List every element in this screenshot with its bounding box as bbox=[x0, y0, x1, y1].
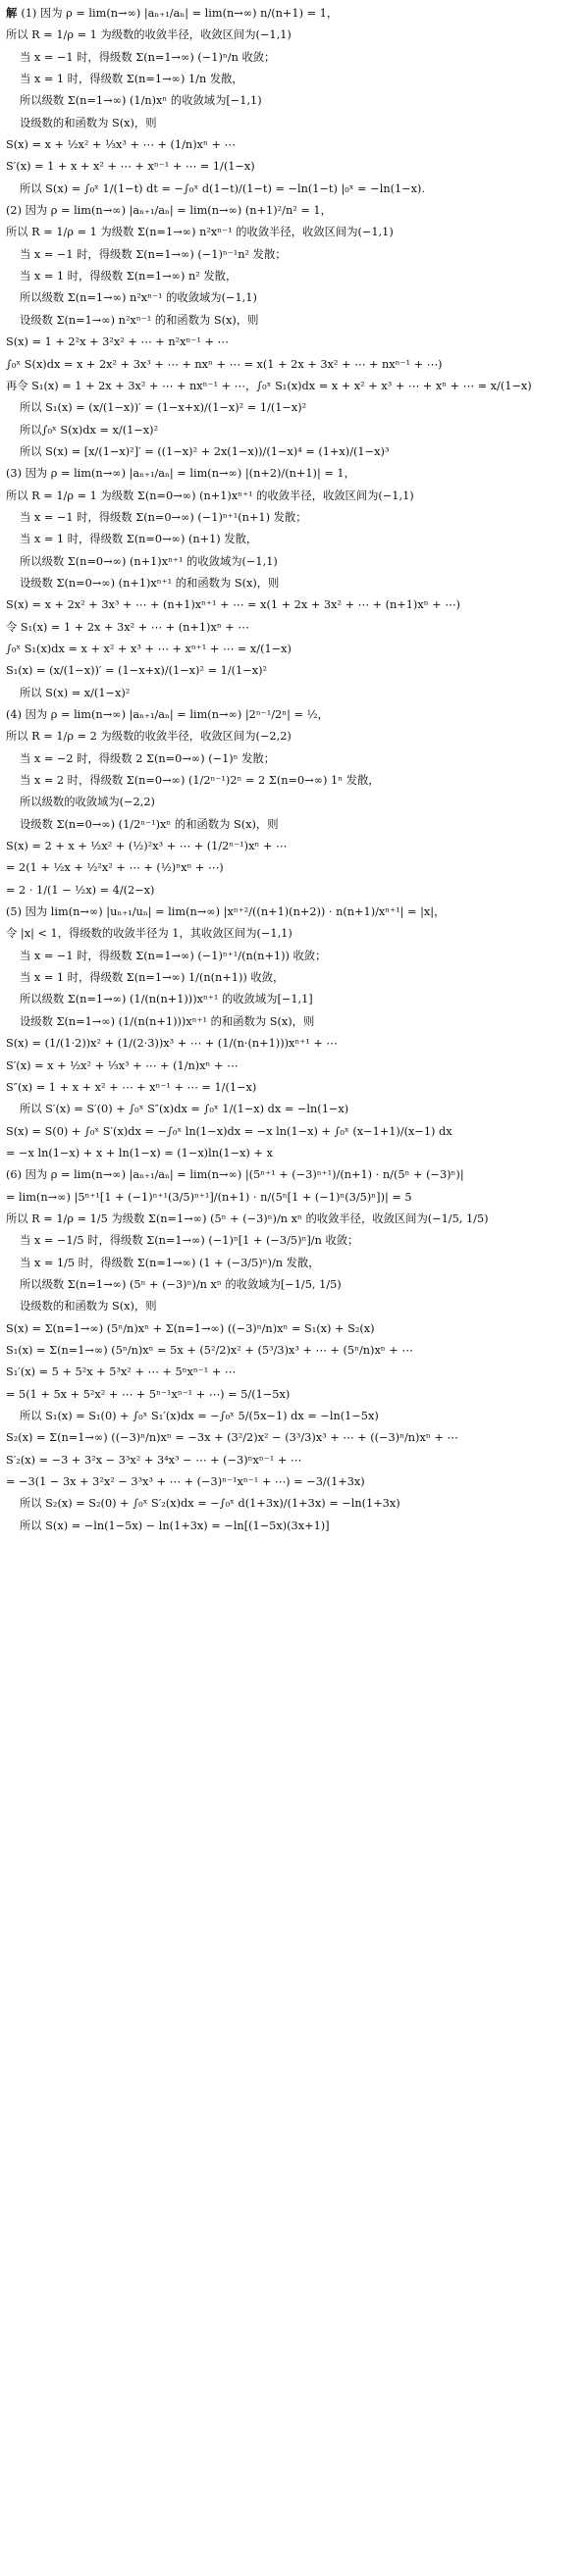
solution-line bbox=[6, 1475, 577, 1489]
solution-line-text: 当 x = 1/5 时，得级数 Σ(n=1→∞) (1 + (−3/5)ⁿ)/n 发散， bbox=[20, 1256, 320, 1269]
solution-line-text: S(x) = S(0) + ∫₀ˣ S′(x)dx = −∫₀ˣ ln(1−x)dx = −x ln(1−x) + ∫₀ˣ (x−1+1)/(x−1) dx bbox=[6, 1124, 452, 1138]
solution-line bbox=[6, 905, 577, 919]
solution-line-text: 设级数 Σ(n=0→∞) (n+1)xⁿ⁺¹ 的和函数为 S(x)，则 bbox=[20, 576, 280, 590]
solution-line bbox=[6, 664, 577, 678]
solution-line bbox=[6, 884, 577, 898]
solution-line-text: 所以级数 Σ(n=1→∞) (1/(n(n+1)))xⁿ⁺¹ 的收敛域为[−1,1] bbox=[20, 993, 313, 1006]
solution-line bbox=[6, 1344, 577, 1358]
solution-line-text: 所以 S₂(x) = S₂(0) + ∫₀ˣ S′₂(x)dx = −∫₀ˣ d(1+3x)/(1+3x) = −ln(1+3x) bbox=[20, 1497, 400, 1511]
solution-line bbox=[6, 1212, 577, 1226]
solution-line bbox=[6, 28, 577, 42]
solution-line-text: 所以 S(x) = x/(1−x)² bbox=[20, 686, 131, 699]
solution-line-text: 所以 S₁(x) = S₁(0) + ∫₀ˣ S₁′(x)dx = −∫₀ˣ 5/(5x−1) dx = −ln(1−5x) bbox=[20, 1410, 379, 1422]
solution-line-text: 所以级数 Σ(n=1→∞) (1/n)xⁿ 的收敛域为[−1,1) bbox=[20, 94, 262, 108]
solution-line-text: 当 x = 1 时，得级数 Σ(n=1→∞) n² 发散， bbox=[20, 270, 238, 283]
solution-line-text: S₂(x) = Σ(n=1→∞) ((−3)ⁿ/n)xⁿ = −3x + (3²/2)x² − (3³/3)x³ + ⋯ + ((−3)ⁿ/n)xⁿ + ⋯ bbox=[6, 1431, 458, 1445]
solution-line bbox=[6, 270, 577, 283]
solution-line-text: 所以 S′(x) = S′(0) + ∫₀ˣ S″(x)dx = ∫₀ˣ 1/(1−x) dx = −ln(1−x) bbox=[20, 1103, 349, 1116]
solution-line-text: 所以 S(x) = ∫₀ˣ 1/(1−t) dt = −∫₀ˣ d(1−t)/(1−t) = −ln(1−t) |₀ˣ = −ln(1−x). bbox=[20, 181, 426, 195]
solution-line-text: S(x) = (1/(1·2))x² + (1/(2·3))x³ + ⋯ + (1/(n·(n+1)))xⁿ⁺¹ + ⋯ bbox=[6, 1037, 338, 1051]
solution-line-text: 当 x = −1 时，得级数 Σ(n=1→∞) (−1)ⁿ⁻¹n² 发散； bbox=[20, 247, 287, 261]
solution-line bbox=[6, 950, 577, 963]
solution-line bbox=[6, 621, 577, 635]
solution-line bbox=[6, 730, 577, 744]
solution-line bbox=[6, 380, 577, 393]
solution-line bbox=[6, 424, 577, 438]
solution-line bbox=[6, 1234, 577, 1248]
solution-line-text: 设级数 Σ(n=0→∞) (1/2ⁿ⁻¹)xⁿ 的和函数为 S(x)，则 bbox=[20, 817, 279, 831]
solution-line-text: 当 x = 2 时，得级数 Σ(n=0→∞) (1/2ⁿ⁻¹)2ⁿ = 2 Σ(n=0→∞) 1ⁿ 发散， bbox=[20, 774, 380, 788]
solution-line bbox=[6, 774, 577, 788]
solution-line-text: (3) 因为 ρ = lim(n→∞) |aₙ₊₁/aₙ| = lim(n→∞) |(n+2)/(n+1)| = 1， bbox=[6, 467, 355, 481]
solution-line bbox=[6, 687, 577, 700]
solution-line-text: 当 x = −1 时，得级数 Σ(n=0→∞) (−1)ⁿ⁺¹(n+1) 发散； bbox=[20, 510, 307, 524]
solution-line bbox=[6, 708, 577, 722]
solution-line-text: 所以级数的收敛域为(−2,2) bbox=[20, 796, 155, 809]
solution-line-text: = 2(1 + ½x + ½²x² + ⋯ + (½)ⁿxⁿ + ⋯) bbox=[6, 861, 224, 875]
solution-line bbox=[6, 117, 577, 130]
solution-line-text: 当 x = −1 时，得级数 Σ(n=1→∞) (−1)ⁿ⁺¹/(n(n+1)) 收敛； bbox=[20, 949, 327, 962]
solution-line bbox=[6, 248, 577, 262]
solution-line bbox=[6, 1168, 577, 1182]
solution-line bbox=[6, 840, 577, 853]
solution-line bbox=[6, 314, 577, 328]
solution-line-text: (4) 因为 ρ = lim(n→∞) |aₙ₊₁/aₙ| = lim(n→∞) |2ⁿ⁻¹/2ⁿ| = ½， bbox=[6, 708, 329, 721]
solution-line-text: (6) 因为 ρ = lim(n→∞) |aₙ₊₁/aₙ| = lim(n→∞) |(5ⁿ⁺¹ + (−3)ⁿ⁺¹)/(n+1) · n/(5ⁿ + (−3)ⁿ)| bbox=[6, 1168, 464, 1182]
solution-line-text: 所以级数 Σ(n=1→∞) n²xⁿ⁻¹ 的收敛域为(−1,1) bbox=[20, 291, 257, 305]
solution-line-text: (1) 因为 ρ = lim(n→∞) |aₙ₊₁/aₙ| = lim(n→∞) n/(n+1) = 1， bbox=[21, 7, 339, 20]
solution-line-text: 设级数 Σ(n=1→∞) (1/(n(n+1)))xⁿ⁺¹ 的和函数为 S(x)，则 bbox=[20, 1014, 315, 1028]
solution-line bbox=[6, 1365, 577, 1379]
solution-line bbox=[6, 1497, 577, 1511]
solution-line-text: S(x) = x + ½x² + ⅓x³ + ⋯ + (1/n)xⁿ + ⋯ bbox=[6, 138, 236, 152]
solution-line bbox=[6, 1015, 577, 1029]
solution-line-text: S(x) = 1 + 2²x + 3²x² + ⋯ + n²xⁿ⁻¹ + ⋯ bbox=[6, 335, 229, 349]
solution-line bbox=[6, 445, 577, 459]
solution-line bbox=[6, 226, 577, 239]
solution-line bbox=[6, 94, 577, 108]
solution-line bbox=[6, 1059, 577, 1073]
solution-line bbox=[6, 1322, 577, 1336]
solution-line bbox=[6, 1300, 577, 1314]
solution-line bbox=[6, 927, 577, 941]
solution-line-text: 所以级数 Σ(n=1→∞) (5ⁿ + (−3)ⁿ)/n xⁿ 的收敛域为[−1/5, 1/5) bbox=[20, 1277, 342, 1291]
solution-line-text: = 2 · 1/(1 − ½x) = 4/(2−x) bbox=[6, 883, 155, 897]
solution-line bbox=[6, 1147, 577, 1160]
solution-line bbox=[6, 555, 577, 569]
solution-line-text: 所以 S(x) = [x/(1−x)²]′ = ((1−x)² + 2x(1−x))/(1−x)⁴ = (1+x)/(1−x)³ bbox=[20, 444, 390, 458]
solution-line bbox=[6, 643, 577, 656]
solution-line-text: 当 x = −2 时，得级数 2 Σ(n=0→∞) (−1)ⁿ 发散； bbox=[20, 751, 276, 765]
solution-line bbox=[6, 401, 577, 415]
solution-line bbox=[6, 6, 577, 21]
solution-line-text: 设级数 Σ(n=1→∞) n²xⁿ⁻¹ 的和函数为 S(x)，则 bbox=[20, 313, 259, 327]
solution-lines bbox=[6, 6, 577, 1533]
solution-line-text: (5) 因为 lim(n→∞) |uₙ₊₁/uₙ| = lim(n→∞) |xⁿ⁺²/((n+1)(n+2)) · n(n+1)/xⁿ⁺¹| = |x|， bbox=[6, 905, 446, 919]
solution-line bbox=[6, 1037, 577, 1051]
solution-line-text: 当 x = 1 时，得级数 Σ(n=1→∞) 1/(n(n+1)) 收敛， bbox=[20, 971, 285, 985]
solution-line-text: (2) 因为 ρ = lim(n→∞) |aₙ₊₁/aₙ| = lim(n→∞) (n+1)²/n² = 1， bbox=[6, 204, 332, 218]
solution-line bbox=[6, 993, 577, 1006]
solution-line bbox=[6, 73, 577, 86]
solution-line-text: 令 S₁(x) = 1 + 2x + 3x² + ⋯ + (n+1)xⁿ + ⋯ bbox=[6, 620, 249, 634]
solution-line bbox=[6, 1454, 577, 1468]
solution-heading: 解 bbox=[6, 6, 18, 20]
solution-line-text: S(x) = 2 + x + ½x² + (½)²x³ + ⋯ + (1/2ⁿ⁻¹)xⁿ + ⋯ bbox=[6, 840, 288, 853]
solution-line-text: 当 x = −1/5 时，得级数 Σ(n=1→∞) (−1)ⁿ[1 + (−3/5)ⁿ]/n 收敛； bbox=[20, 1234, 359, 1248]
solution-line-text: S′(x) = 1 + x + x² + ⋯ + xⁿ⁻¹ + ⋯ = 1/(1−x) bbox=[6, 160, 255, 174]
solution-line bbox=[6, 752, 577, 766]
solution-line-text: = −3(1 − 3x + 3²x² − 3³x³ + ⋯ + (−3)ⁿ⁻¹xⁿ⁻¹ + ⋯) = −3/(1+3x) bbox=[6, 1475, 365, 1489]
solution-line-text: 所以级数 Σ(n=0→∞) (n+1)xⁿ⁺¹ 的收敛域为(−1,1) bbox=[20, 554, 278, 568]
solution-line bbox=[6, 1125, 577, 1139]
solution-line-text: 所以 R = 1/ρ = 1 为级数 Σ(n=1→∞) n²xⁿ⁻¹ 的收敛半径，收敛区间为(−1,1) bbox=[6, 226, 394, 239]
solution-line-text: = 5(1 + 5x + 5²x² + ⋯ + 5ⁿ⁻¹xⁿ⁻¹ + ⋯) = 5/(1−5x) bbox=[6, 1387, 291, 1401]
solution-line bbox=[6, 489, 577, 503]
solution-line bbox=[6, 1103, 577, 1116]
solution-line bbox=[6, 533, 577, 546]
solution-line-text: 设级数的和函数为 S(x)，则 bbox=[20, 116, 157, 129]
solution-line-text: 所以∫₀ˣ S(x)dx = x/(1−x)² bbox=[20, 423, 159, 437]
solution-line bbox=[6, 335, 577, 349]
solution-line bbox=[6, 358, 577, 372]
solution-line bbox=[6, 1410, 577, 1423]
solution-line-text: S″(x) = 1 + x + x² + ⋯ + xⁿ⁻¹ + ⋯ = 1/(1−x) bbox=[6, 1080, 257, 1094]
solution-line-text: 令 |x| < 1，得级数的收敛半径为 1，其收敛区间为(−1,1) bbox=[6, 927, 292, 941]
solution-line-text: = −x ln(1−x) + x + ln(1−x) = (1−x)ln(1−x) + x bbox=[6, 1146, 273, 1159]
solution-line bbox=[6, 204, 577, 218]
solution-line-text: S₁(x) = Σ(n=1→∞) (5ⁿ/n)xⁿ = 5x + (5²/2)x² + (5³/3)x³ + ⋯ + (5ⁿ/n)xⁿ + ⋯ bbox=[6, 1343, 413, 1357]
solution-line-text: 所以 R = 1/ρ = 1/5 为级数 Σ(n=1→∞) (5ⁿ + (−3)ⁿ)/n xⁿ 的收敛半径，收敛区间为(−1/5, 1/5) bbox=[6, 1211, 489, 1225]
solution-line bbox=[6, 182, 577, 196]
solution-line bbox=[6, 1257, 577, 1270]
solution-line bbox=[6, 1278, 577, 1292]
solution-line-text: S₁′(x) = 5 + 5²x + 5³x² + ⋯ + 5ⁿxⁿ⁻¹ + ⋯ bbox=[6, 1365, 237, 1379]
solution-line bbox=[6, 818, 577, 832]
solution-line-text: S′₂(x) = −3 + 3²x − 3³x² + 3⁴x³ − ⋯ + (−3)ⁿxⁿ⁻¹ + ⋯ bbox=[6, 1453, 302, 1467]
solution-line bbox=[6, 796, 577, 809]
solution-line bbox=[6, 1388, 577, 1402]
solution-line-text: S′(x) = x + ½x² + ⅓x³ + ⋯ + (1/n)xⁿ + ⋯ bbox=[6, 1058, 239, 1072]
solution-line bbox=[6, 1191, 577, 1205]
solution-line-text: ∫₀ˣ S(x)dx = x + 2x² + 3x³ + ⋯ + nxⁿ + ⋯ = x(1 + 2x + 3x² + ⋯ + nxⁿ⁻¹ + ⋯) bbox=[6, 357, 443, 371]
solution-line bbox=[6, 971, 577, 985]
solution-line bbox=[6, 138, 577, 152]
solution-line-text: 所以 R = 1/ρ = 1 为级数 Σ(n=0→∞) (n+1)xⁿ⁺¹ 的收敛半径，收敛区间为(−1,1) bbox=[6, 489, 414, 502]
solution-line-text: 再令 S₁(x) = 1 + 2x + 3x² + ⋯ + nxⁿ⁻¹ + ⋯，∫₀ˣ S₁(x)dx = x + x² + x³ + ⋯ + xⁿ + ⋯ = x/(1−x) bbox=[6, 379, 532, 392]
solution-line-text: ∫₀ˣ S₁(x)dx = x + x² + x³ + ⋯ + xⁿ⁺¹ + ⋯ = x/(1−x) bbox=[6, 642, 292, 655]
solution-line-text: S(x) = Σ(n=1→∞) (5ⁿ/n)xⁿ + Σ(n=1→∞) ((−3)ⁿ/n)xⁿ = S₁(x) + S₂(x) bbox=[6, 1321, 375, 1335]
solution-line-text: S(x) = x + 2x² + 3x³ + ⋯ + (n+1)xⁿ⁺¹ + ⋯ = x(1 + 2x + 3x² + ⋯ + (n+1)xⁿ + ⋯) bbox=[6, 598, 460, 612]
solution-line bbox=[6, 598, 577, 612]
solution-line bbox=[6, 1431, 577, 1445]
solution-line bbox=[6, 511, 577, 525]
solution-line bbox=[6, 861, 577, 875]
solution-line bbox=[6, 51, 577, 65]
solution-line bbox=[6, 467, 577, 481]
solution-line-text: 当 x = 1 时，得级数 Σ(n=0→∞) (n+1) 发散， bbox=[20, 533, 258, 546]
solution-line bbox=[6, 160, 577, 174]
solution-line-text: 所以 R = 1/ρ = 1 为级数的收敛半径，收敛区间为(−1,1) bbox=[6, 28, 292, 42]
solution-line bbox=[6, 1081, 577, 1095]
solution-line-text: 所以 S₁(x) = (x/(1−x))′ = (1−x+x)/(1−x)² = 1/(1−x)² bbox=[20, 401, 307, 415]
solution-line-text: 当 x = −1 时，得级数 Σ(n=1→∞) (−1)ⁿ/n 收敛； bbox=[20, 50, 276, 64]
solution-line-text: 所以 S(x) = −ln(1−5x) − ln(1+3x) = −ln[(1−5x)(3x+1)] bbox=[20, 1519, 330, 1532]
solution-line bbox=[6, 577, 577, 591]
solution-line-text: 当 x = 1 时，得级数 Σ(n=1→∞) 1/n 发散， bbox=[20, 73, 243, 86]
solution-line-text: S₁(x) = (x/(1−x))′ = (1−x+x)/(1−x)² = 1/(1−x)² bbox=[6, 664, 268, 678]
solution-line bbox=[6, 291, 577, 305]
solution-line-text: 设级数的和函数为 S(x)，则 bbox=[20, 1300, 157, 1314]
solution-line-text: 所以 R = 1/ρ = 2 为级数的收敛半径，收敛区间为(−2,2) bbox=[6, 730, 292, 744]
solution-line-text: = lim(n→∞) |5ⁿ⁺¹[1 + (−1)ⁿ⁺¹(3/5)ⁿ⁺¹]/(n+1) · n/(5ⁿ[1 + (−1)ⁿ(3/5)ⁿ])| = 5 bbox=[6, 1190, 412, 1204]
solution-line bbox=[6, 1520, 577, 1533]
